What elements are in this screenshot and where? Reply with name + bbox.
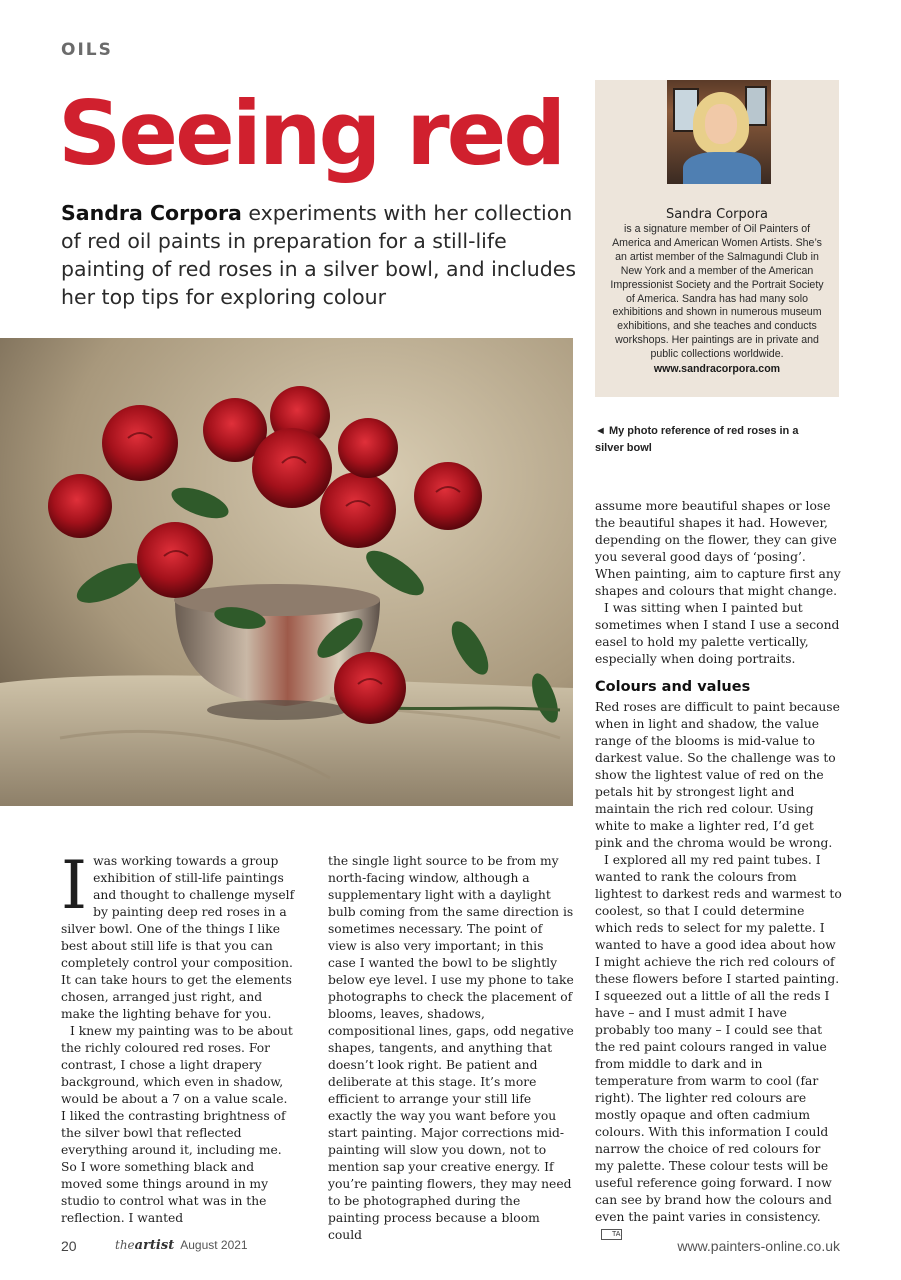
standfirst-text: experiments with her collection of red oil paints in preparation for a still-life painting of red roses in a silver bowl, and includes her top tips for exploring colour bbox=[61, 201, 577, 309]
body-paragraph: assume more beautiful shapes or lose the beautiful shapes it had. However, depending on the flower, they can give you several good days of ‘posing’. When painting, aim to capture first any shapes and colours that might change. bbox=[595, 499, 841, 598]
drop-cap: I bbox=[61, 847, 88, 924]
body-column-3 bbox=[595, 498, 842, 1243]
body-paragraph-text: I explored all my red paint tubes. I wanted to rank the colours from lightest to darkest reds and warmest to coolest, so that I could determine which reds to select for my palette. I wanted to have a good idea about how I might achieve the rich red colours of these flowers before I started painting. I squeezed out a little of all the reds I have – and I must admit I have probably too many – I could see that the red paint colours ranged in value from middle to dark and in temperature from warm to cool (far right). The lighter red colours are mostly opaque and often cadmium colours. With this information I could narrow the choice of red colours for my palette. These colour tests will be useful reference going forward. I now can see by brand how the colours and even the paint varies in consistency. bbox=[595, 853, 842, 1224]
red-roses-photo bbox=[0, 338, 573, 806]
author-bio-box bbox=[595, 80, 839, 397]
body-column-2 bbox=[328, 853, 574, 1244]
standfirst-author: Sandra Corpora bbox=[61, 201, 242, 225]
bio-name: Sandra Corpora bbox=[665, 207, 769, 222]
website-link[interactable]: www.painters-online.co.uk bbox=[677, 1238, 840, 1254]
body-paragraph: I was sitting when I painted but sometimes when I stand I use a second easel to hold my palette vertically, especially when doing portraits. bbox=[595, 601, 840, 666]
end-mark: TA bbox=[601, 1229, 622, 1240]
headline: Seeing red bbox=[58, 82, 564, 185]
body-paragraph: was working towards a group exhibition of still-life paintings and thought to challenge myself by painting deep red roses in a silver bowl. One of the things I like best about still life is that you can completely control your composition. It can take hours to get the elements chosen, arranged just right, and make the lighting behave for you. bbox=[61, 854, 295, 1021]
standfirst bbox=[61, 199, 581, 311]
body-column-1 bbox=[61, 847, 295, 1227]
body-paragraph: Red roses are difficult to paint because when in light and shadow, the value range of the blooms is mid-value to darkest value. So the challenge was to show the lightest value of red on the petals hit by strongest light and maintain the rich red colour. Using white to make a lighter red, I’d get pink and the chroma would be wrong. bbox=[595, 700, 840, 850]
page-footer bbox=[61, 1238, 840, 1258]
section-tag: OILS bbox=[61, 40, 113, 60]
bio-website-link[interactable]: www.sandracorpora.com bbox=[653, 363, 781, 375]
issue-date: August 2021 bbox=[180, 1238, 248, 1252]
body-paragraph bbox=[595, 852, 842, 1243]
photo-caption: ◄ My photo reference of red roses in a silver bowl bbox=[595, 425, 799, 454]
author-portrait-photo bbox=[667, 80, 771, 184]
subheading: Colours and values bbox=[595, 679, 751, 695]
body-paragraph: I knew my painting was to be about the richly coloured red roses. For contrast, I chose a light drapery background, which even in shadow, would be about a 7 on a value scale. I liked the contrasting brightness of the silver bowl that reflected everything around it, including me. So I wore something black and moved some things around in my studio to control what was in the reflection. I wanted bbox=[61, 1024, 293, 1225]
masthead-artist: artist bbox=[134, 1238, 175, 1253]
bio-text: is a signature member of Oil Painters of America and American Women Artists. She’s an artist member of the Salmagundi Club in New York and a member of the American Impressionist Society and the Portrait Society of America. Sandra has had many solo exhibitions and shown in numerous museum exhibitions, and she teaches and conducts workshops. Her paintings are in private and public collections worldwide. bbox=[610, 223, 824, 361]
magazine-masthead bbox=[115, 1238, 248, 1253]
body-paragraph: the single light source to be from my north-facing window, although a supplementary light with a daylight bulb coming from the same direction is sometimes necessary. The point of view is also very important; in this case I wanted the bowl to be slightly below eye level. I use my phone to take photographs to check the placement of blooms, leaves, shadows, compositional lines, gaps, odd negative shapes, tangents, and anything that doesn’t look right. Be patient and deliberate at this stage. It’s more efficient to arrange your still life exactly the way you want before you start painting. Major corrections mid-painting will slow you down, not to mention sap your creative energy. If you’re painting flowers, they may need to be photographed during the painting process because a bloom could bbox=[328, 854, 574, 1242]
masthead-the: the bbox=[115, 1238, 135, 1252]
page-number: 20 bbox=[61, 1238, 77, 1254]
